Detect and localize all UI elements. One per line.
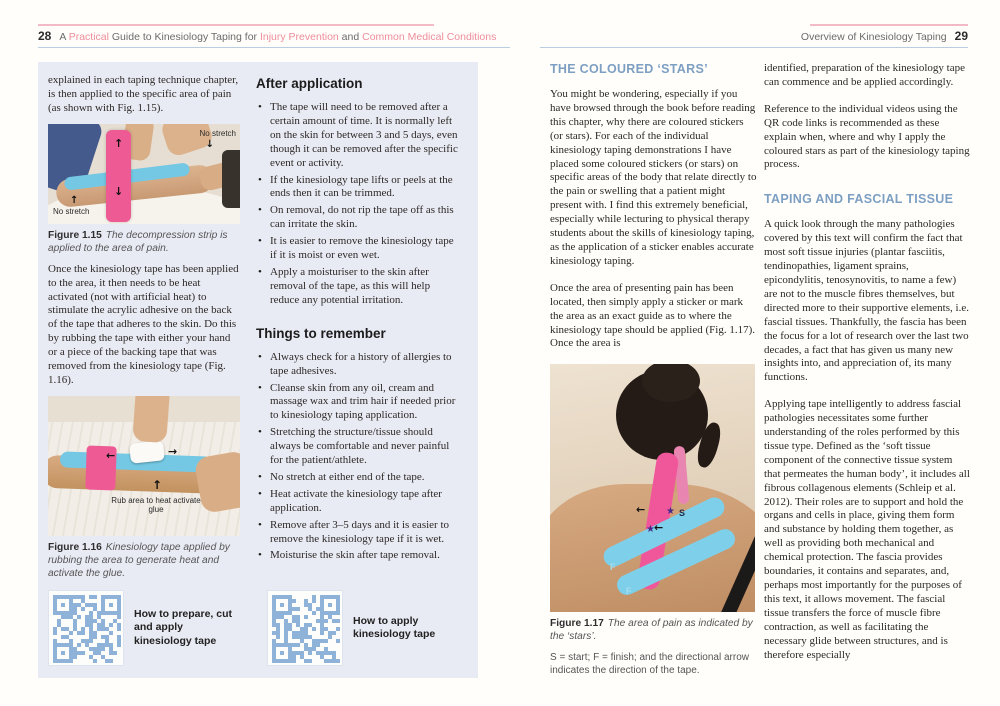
box-column-1 bbox=[48, 74, 240, 588]
page-number-right: 29 bbox=[954, 29, 968, 43]
finish-label: F bbox=[610, 562, 616, 573]
figure-1-16-caption: Figure 1.16 Kinesiology tape applied by rubbing the area to generate heat and activate the glue. bbox=[48, 541, 230, 579]
no-stretch-label-bottom: No stretch bbox=[53, 206, 90, 216]
qr-item-1 bbox=[48, 590, 253, 666]
running-head-right bbox=[540, 24, 968, 48]
right-page-column-1 bbox=[550, 62, 758, 677]
qr-code bbox=[267, 590, 343, 666]
blue-rule bbox=[38, 47, 510, 48]
therapist-shape bbox=[222, 150, 240, 208]
fascia-paragraph-2: Applying tape intelligently to address fascial pathologies necessitates some further understanding of the roles performed by this tissue type. Defined as the ‘soft tissue component of the connective tissue system that permeates the human body’, it includes all fibrous collagenous elements (Schleip et al. 2012). Their roles are to support and hold the organs and cells in place, giving them form and substance by holding them together, as well as providing both mechanical and chemical protection. The fascia provides boundaries, it contains and separates, and, perhaps most importantly for the purposes of this text, it allows movement. The fascial tissue transfers the force of muscle fibre contraction, as well as facilitating the necessary glide between structures, and is therefore especially bbox=[764, 398, 970, 661]
list-item: • It is easier to remove the kinesiology tape if it is moist or even wet. bbox=[256, 235, 462, 263]
page-number-left: 28 bbox=[38, 29, 52, 43]
figure-1-16-photo bbox=[48, 396, 240, 536]
list-item: • No stretch at either end of the tape. bbox=[256, 471, 462, 485]
after-application-list bbox=[256, 101, 462, 308]
things-to-remember-list bbox=[256, 351, 462, 564]
blue-rule bbox=[540, 47, 968, 48]
things-to-remember-heading: Things to remember bbox=[256, 325, 386, 341]
qr-reference-paragraph: Reference to the individual videos using the QR code links is recommended as these explain when, where and why I apply the coloured stars as part of the kinesiology taping process. bbox=[764, 102, 970, 171]
finish-label: F bbox=[626, 586, 632, 597]
arrow-down-icon: ↓ bbox=[205, 138, 214, 150]
arrow-up-icon: ↑ bbox=[70, 194, 79, 206]
figure-1-17-photo bbox=[550, 364, 755, 612]
rub-area-label: Rub area to heat activate glue bbox=[111, 495, 201, 514]
backing-paper-pad bbox=[129, 440, 165, 463]
qr-label: How to prepare, cut and apply kinesiology tape bbox=[134, 607, 233, 647]
list-item: • Stretching the structure/tissue should always be comfortable and never painful for the patient/athlete. bbox=[256, 426, 462, 468]
stars-paragraph-2: Once the area of presenting pain has been located, then simply apply a sticker or mark the area as an exact guide as to where the kinesiology tape should be applied (Fig. 1.17). Once the area is bbox=[550, 281, 755, 350]
running-head-left bbox=[38, 24, 510, 48]
qr-item-2 bbox=[267, 590, 472, 666]
list-item: • If the kinesiology tape lifts or peels at the ends then it can be trimmed. bbox=[256, 174, 462, 202]
fascia-paragraph-1: A quick look through the many pathologies covered by this text will confirm the fact that most soft tissue injuries (plantar fasciitis, tendinopathies, ligament sprains, epicondylitis, tenosynovitis, to name a few) are not to the muscle fibres themselves, but directed more to their supportive elements, i.e. fascial tissues. Thankfully, the fascia has been the focus for a lot of research over the last two decades, a fact that has given us many new insights into, and appreciation of, its many functions. bbox=[764, 218, 969, 384]
arrow-left-icon: ← bbox=[654, 521, 664, 535]
arrow-left-icon: ← bbox=[636, 503, 646, 517]
arrow-down-icon: ↓ bbox=[114, 184, 124, 198]
info-box bbox=[38, 62, 478, 678]
list-item: • Heat activate the kinesiology tape after application. bbox=[256, 488, 462, 516]
stars-paragraph-1: You might be wondering, especially if you have browsed through the book before reading this chapter, why there are coloured stickers (or stars). For each of the individual kinesiology taping demonstrations I have placed some coloured stickers (or stars) on specific areas of the body that relate directly to the pain or swelling that a patient might present with. I find this extremely beneficial, especially while lecturing to physical therapy students about the skills of kinesiology taping, as the application of a sticker enables accurate kinesiology taping. bbox=[550, 88, 757, 267]
list-item: • On removal, do not rip the tape off as this can irritate the skin. bbox=[256, 204, 462, 232]
list-item: • Apply a moisturiser to the skin after removal of the tape, as this will help reduce any potential irritation. bbox=[256, 266, 462, 308]
qr-code bbox=[48, 590, 124, 666]
qr-label: How to apply kinesiology tape bbox=[353, 614, 436, 640]
heat-activation-paragraph: Once the kinesiology tape has been applied to the area, it then needs to be heat activated (not with artificial heat) to stimulate the acrylic adhesive on the back of the tape that adheres to the skin. Do this by rubbing the tape with either your hand or a piece of the backing tape that was removed from the kinesiology tape (Fig. 1.16). bbox=[48, 262, 239, 386]
start-label: S bbox=[679, 508, 686, 519]
intro-paragraph: explained in each taping technique chapter, is then applied to the specific area of pain (as shown with Fig. 1.15). bbox=[48, 74, 239, 114]
list-item: • Remove after 3–5 days and it is easier to remove the kinesiology tape if it is wet. bbox=[256, 519, 462, 547]
no-stretch-label-top: No stretch bbox=[199, 128, 236, 138]
taping-fascial-tissue-heading: TAPING AND FASCIAL TISSUE bbox=[764, 192, 954, 207]
figure-1-15-photo bbox=[48, 124, 240, 224]
list-item: • The tape will need to be removed after a certain amount of time. It is normally left on the skin for between 3 and 5 days, even though it can be removed after the specific event or activity. bbox=[256, 101, 462, 171]
running-title-left: A Practical Guide to Kinesiology Taping for Injury Prevention and Common Medical Conditions bbox=[59, 31, 497, 43]
arrow-up-icon: ↑ bbox=[152, 477, 163, 492]
figure-1-17-caption-note: S = start; F = finish; and the directional arrow indicates the direction of the tape. bbox=[550, 652, 749, 677]
right-page-column-2 bbox=[764, 62, 970, 675]
list-item: • Cleanse skin from any oil, cream and massage wax and trim hair if needed prior to kinesiology taping application. bbox=[256, 382, 462, 424]
box-column-2 bbox=[256, 74, 462, 588]
list-item: • Moisturise the skin after tape removal. bbox=[256, 549, 462, 563]
identified-paragraph: identified, preparation of the kinesiology tape can commence and be applied accordingly. bbox=[764, 62, 965, 88]
coloured-stars-heading: THE COLOURED ‘STARS’ bbox=[550, 62, 708, 76]
arrow-up-icon: ↑ bbox=[114, 136, 124, 150]
running-title-right: Overview of Kinesiology Taping bbox=[800, 31, 947, 43]
figure-1-17-caption: Figure 1.17 The area of pain as indicated by the ‘stars’. bbox=[550, 618, 753, 643]
list-item: • Always check for a history of allergies to tape adhesives. bbox=[256, 351, 462, 379]
star-icon: ★ bbox=[666, 506, 675, 518]
qr-row bbox=[48, 590, 472, 666]
arrow-right-icon: → bbox=[168, 444, 178, 458]
therapist-hand-shape bbox=[132, 396, 169, 443]
figure-1-15-caption: Figure 1.15 The decompression strip is applied to the area of pain. bbox=[48, 229, 228, 254]
star-icon: ★ bbox=[646, 524, 655, 536]
arrow-left-icon: ← bbox=[106, 448, 116, 462]
after-application-heading: After application bbox=[256, 76, 363, 91]
